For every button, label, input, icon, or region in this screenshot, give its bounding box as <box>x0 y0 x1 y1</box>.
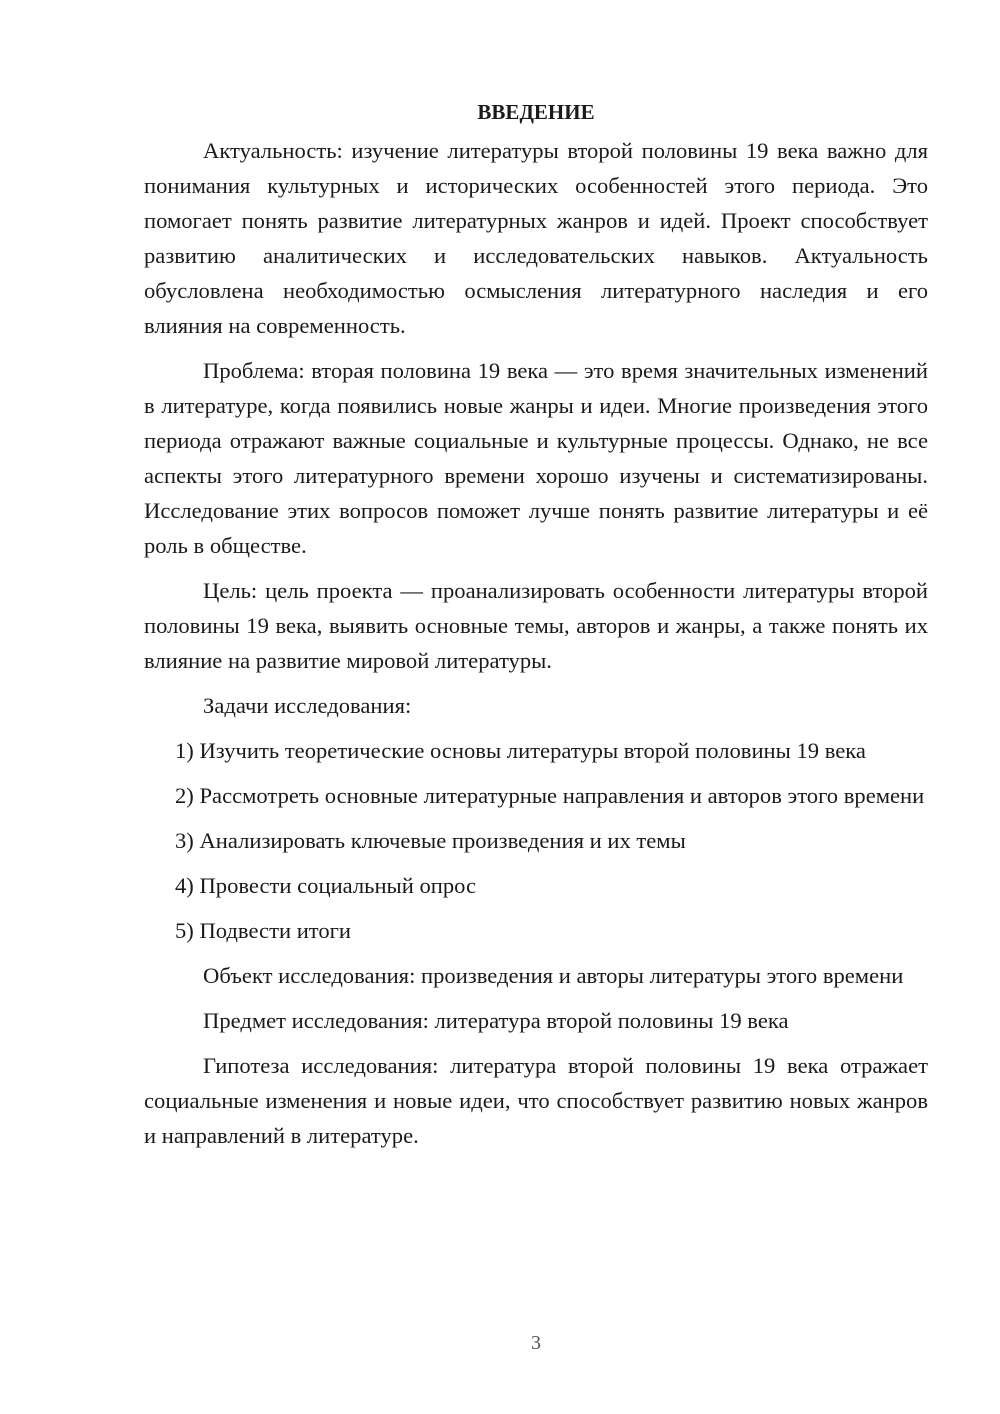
relevance-paragraph: Актуальность: изучение литературы второй половины 19 века важно для понимания культурных и исторических особенностей этого периода. Это помогает понять развитие литературных жанров и идей. Проект способствует развитию аналитических и исследовательских навыков. Актуальность обусловлена необходимостью осмысления литературного наследия и его влияния на современность. <box>144 138 928 338</box>
subject-paragraph: Предмет исследования: литература второй половины 19 века <box>203 1008 789 1033</box>
document-body <box>144 95 928 1163</box>
task-item-4: 4) Провести социальный опрос <box>175 873 477 898</box>
hypothesis-paragraph: Гипотеза исследования: литература второй половины 19 века отражает социальные изменения и новые идеи, что способствует развитию новых жанров и направлений в литературе. <box>144 1053 928 1148</box>
page-title: ВВЕДЕНИЕ <box>477 100 595 124</box>
task-item-1: 1) Изучить теоретические основы литературы второй половины 19 века <box>175 738 866 763</box>
problem-paragraph: Проблема: вторая половина 19 века — это время значительных изменений в литературе, когда появились новые жанры и идеи. Многие произведения этого периода отражают важные социальные и культурные процессы. Однако, не все аспекты этого литературного времени хорошо изучены и систематизированы. Исследование этих вопросов поможет лучше понять развитие литературы и её роль в обществе. <box>144 358 928 558</box>
tasks-title: Задачи исследования: <box>203 693 412 718</box>
page-number: 3 <box>531 1332 541 1354</box>
task-item-3: 3) Анализировать ключевые произведения и их темы <box>175 828 686 853</box>
task-item-5: 5) Подвести итоги <box>175 918 352 943</box>
goal-paragraph: Цель: цель проекта — проанализировать особенности литературы второй половины 19 века, выявить основные темы, авторов и жанры, а также понять их влияние на развитие мировой литературы. <box>144 578 928 673</box>
object-paragraph: Объект исследования: произведения и авторы литературы этого времени <box>203 963 904 988</box>
task-item-2: 2) Рассмотреть основные литературные направления и авторов этого времени <box>175 783 925 808</box>
